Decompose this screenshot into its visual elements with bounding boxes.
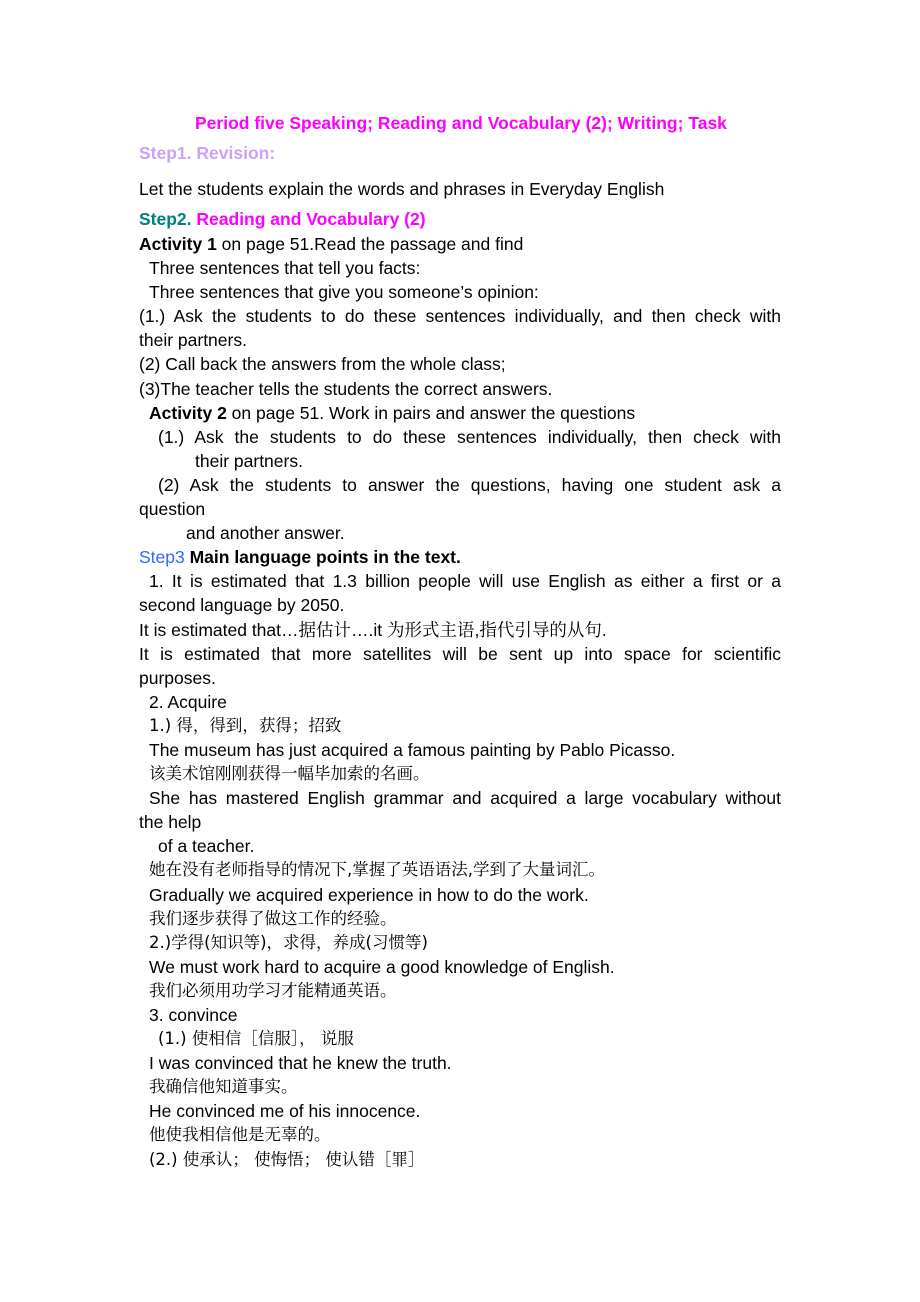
paragraph: (2) Ask the students to answer the questions, having one student ask a [158,474,781,495]
paragraph: 她在没有老师指导的情况下,掌握了英语语法,学到了大量词汇。 [149,860,605,880]
step3-title: Main language points in the text. [184,547,461,568]
step1-heading: Step1. Revision: [139,143,276,163]
paragraph: 1. It is estimated that 1.3 billion people will use English as either a first or a [149,571,781,592]
paragraph: 3. convince [149,1005,238,1025]
step2-label: Step2. [139,209,192,229]
document-title: Period five Speaking; Reading and Vocabulary (2); Writing; Task [195,113,727,133]
paragraph: (1.) Ask the students to do these sentences individually, then check with [158,426,781,447]
paragraph: (2) Call back the answers from the whole class; [139,354,506,375]
paragraph: It is estimated that…据估计….it 为形式主语,指代引导的从句. [139,619,607,640]
document-body [139,232,781,1172]
paragraph: and another answer. [186,523,345,544]
paragraph: purposes. [139,667,216,688]
paragraph: (3)The teacher tells the students the correct answers. [139,378,553,399]
paragraph: He convinced me of his innocence. [149,1101,421,1122]
paragraph: 他使我相信他是无辜的。 [149,1125,331,1145]
paragraph: It is estimated that more satellites will be sent up into space for scientific [139,643,781,664]
paragraph: second language by 2050. [139,595,345,616]
step2-title: Reading and Vocabulary (2) [196,209,426,229]
activity2-line [139,401,781,425]
activity2-label: Activity 2 [149,402,227,423]
step3-label: Step3 [139,547,185,568]
paragraph: 我们必须用功学习才能精通英语。 [149,980,397,1000]
paragraph: Three sentences that give you someone’s opinion: [149,282,539,303]
paragraph: The museum has just acquired a famous painting by Pablo Picasso. [149,739,676,760]
paragraph: 该美术馆刚刚获得一幅毕加索的名画。 [149,764,430,784]
paragraph: 2.)学得(知识等)，求得，养成(习惯等) [149,932,428,952]
paragraph: 2. Acquire [149,691,227,712]
paragraph: of a teacher. [158,836,255,857]
paragraph: the help [139,812,202,833]
paragraph: Let the students explain the words and phrases in Everyday English [139,179,665,199]
activity1-line [139,232,781,256]
paragraph: their partners. [139,330,247,351]
paragraph: 1.) 得，得到，获得；招致 [149,715,342,735]
paragraph: 我确信他知道事实。 [149,1077,298,1097]
paragraph: (2.) 使承认； 使悔悟； 使认错［罪］ [149,1149,425,1169]
paragraph: She has mastered English grammar and acquired a large vocabulary without [149,788,781,809]
paragraph: I was convinced that he knew the truth. [149,1053,452,1074]
paragraph: Three sentences that tell you facts: [149,258,421,279]
paragraph: 我们逐步获得了做这工作的经验。 [149,908,397,928]
activity2-text: on page 51. Work in pairs and answer the questions [226,402,636,423]
paragraph: (1.) Ask the students to do these sentences individually, and then check with [139,306,781,327]
step3-heading [139,545,781,569]
paragraph: We must work hard to acquire a good knowledge of English. [149,956,615,977]
activity1-text: on page 51.Read the passage and find [216,234,524,254]
activity1-label: Activity 1 [139,234,217,254]
paragraph: (1.) 使相信［信服］， 说服 [158,1029,354,1049]
paragraph: question [139,499,206,520]
paragraph: Gradually we acquired experience in how to do the work. [149,884,589,905]
step2-heading [139,209,781,230]
paragraph: their partners. [195,450,303,471]
